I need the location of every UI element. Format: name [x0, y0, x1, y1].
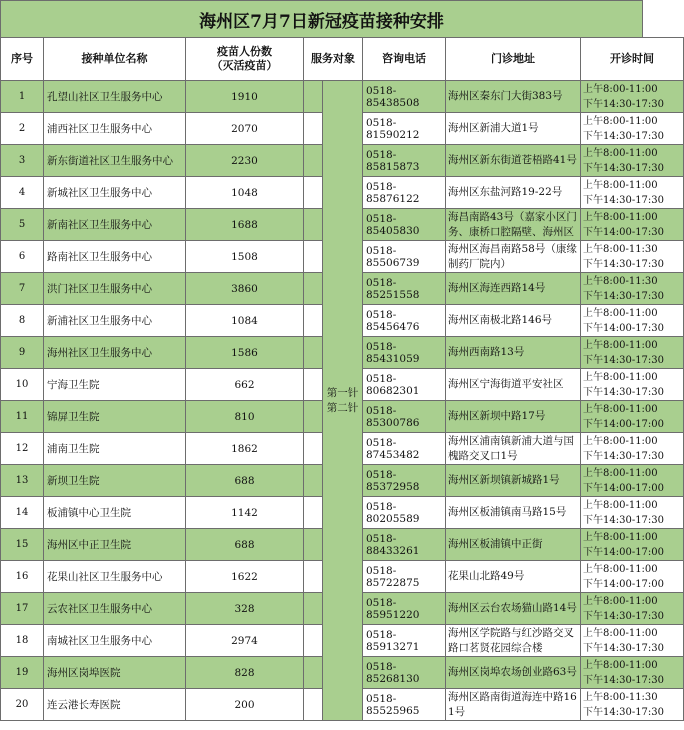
hours-afternoon: 下午14:30-17:30 — [583, 674, 665, 686]
hours-afternoon: 下午14:30-17:30 — [583, 354, 665, 366]
phone-number: 0518-85268130 — [363, 657, 446, 689]
row-spacer — [304, 241, 323, 273]
unit-name: 板浦镇中心卫生院 — [44, 497, 186, 529]
hours-afternoon: 下午14:00-17:00 — [583, 578, 665, 590]
row-number: 13 — [1, 465, 44, 497]
hours-morning: 上午8:00-11:00 — [583, 403, 658, 415]
hours-morning: 上午8:00-11:00 — [583, 563, 658, 575]
clinic-address: 海州区路南街道海连中路161号 — [446, 689, 581, 721]
unit-name: 海州区中正卫生院 — [44, 529, 186, 561]
phone-number: 0518-80205589 — [363, 497, 446, 529]
unit-name: 云农社区卫生服务中心 — [44, 593, 186, 625]
row-number: 19 — [1, 657, 44, 689]
row-number: 9 — [1, 337, 44, 369]
hours-morning: 上午8:00-11:00 — [583, 115, 658, 127]
hours-morning: 上午8:00-11:00 — [583, 531, 658, 543]
hours-morning: 上午8:00-11:00 — [583, 467, 658, 479]
clinic-hours — [581, 273, 684, 305]
clinic-address: 海州区浦南镇新浦大道与国槐路交叉口1号 — [446, 433, 581, 465]
row-spacer — [304, 529, 323, 561]
unit-name: 海州社区卫生服务中心 — [44, 337, 186, 369]
dose-count: 662 — [186, 369, 304, 401]
clinic-hours — [581, 497, 684, 529]
hours-morning: 上午8:00-11:00 — [583, 147, 658, 159]
clinic-hours — [581, 593, 684, 625]
row-number: 7 — [1, 273, 44, 305]
header-address: 门诊地址 — [446, 38, 581, 81]
phone-number: 0518-85722875 — [363, 561, 446, 593]
hours-morning: 上午8:00-11:30 — [583, 275, 658, 287]
hours-morning: 上午8:00-11:00 — [583, 435, 658, 447]
phone-number: 0518-88433261 — [363, 529, 446, 561]
hours-afternoon: 下午14:30-17:30 — [583, 610, 665, 622]
hours-morning: 上午8:00-11:00 — [583, 659, 658, 671]
phone-number: 0518-85372958 — [363, 465, 446, 497]
row-spacer — [304, 401, 323, 433]
unit-name: 浦西社区卫生服务中心 — [44, 113, 186, 145]
clinic-address: 海州区板浦镇南马路15号 — [446, 497, 581, 529]
dose-count: 1910 — [186, 81, 304, 113]
dose-count: 2230 — [186, 145, 304, 177]
row-spacer — [304, 145, 323, 177]
row-spacer — [304, 497, 323, 529]
clinic-address: 海州区新坝镇新城路1号 — [446, 465, 581, 497]
unit-name: 洪门社区卫生服务中心 — [44, 273, 186, 305]
row-spacer — [304, 337, 323, 369]
hours-afternoon: 下午14:30-17:30 — [583, 290, 665, 302]
header-doses-line2: （灭活疫苗） — [211, 59, 278, 72]
row-number: 18 — [1, 625, 44, 657]
row-number: 6 — [1, 241, 44, 273]
clinic-hours — [581, 305, 684, 337]
dose-count: 1142 — [186, 497, 304, 529]
hours-afternoon: 下午14:00-17:00 — [583, 546, 665, 558]
unit-name: 新坝卫生院 — [44, 465, 186, 497]
header-doses-line1: 疫苗人份数 — [217, 45, 272, 58]
hours-morning: 上午8:00-11:00 — [583, 179, 658, 191]
page-title: 海州区7月7日新冠疫苗接种安排 — [0, 0, 643, 37]
clinic-address: 海州区南极北路146号 — [446, 305, 581, 337]
hours-afternoon: 下午14:30-17:30 — [583, 514, 665, 526]
clinic-hours — [581, 337, 684, 369]
clinic-address: 海州区学院路与红沙路交叉路口茗贤花园综合楼 — [446, 625, 581, 657]
unit-name: 路南社区卫生服务中心 — [44, 241, 186, 273]
row-spacer — [304, 113, 323, 145]
hours-afternoon: 下午14:00-17:30 — [583, 226, 665, 238]
unit-name: 新浦社区卫生服务中心 — [44, 305, 186, 337]
row-number: 20 — [1, 689, 44, 721]
dose-count: 1688 — [186, 209, 304, 241]
unit-name: 新城社区卫生服务中心 — [44, 177, 186, 209]
clinic-hours — [581, 209, 684, 241]
dose-count: 688 — [186, 529, 304, 561]
dose-count: 688 — [186, 465, 304, 497]
dose-count: 2070 — [186, 113, 304, 145]
hours-afternoon: 下午14:00-17:30 — [583, 322, 665, 334]
clinic-hours — [581, 561, 684, 593]
clinic-address: 海州区海昌南路58号（康缘制药厂院内） — [446, 241, 581, 273]
row-spacer — [304, 561, 323, 593]
dose-count: 1084 — [186, 305, 304, 337]
table-body — [1, 81, 684, 721]
clinic-address: 海昌南路43号（嘉家小区门务、康桥口腔隔壁、海州区 — [446, 209, 581, 241]
phone-number: 0518-87453482 — [363, 433, 446, 465]
clinic-address: 海州区新东街道苍梧路41号 — [446, 145, 581, 177]
row-spacer — [304, 657, 323, 689]
clinic-hours — [581, 433, 684, 465]
clinic-hours — [581, 529, 684, 561]
schedule-table — [0, 37, 684, 721]
phone-number: 0518-85251558 — [363, 273, 446, 305]
row-number: 3 — [1, 145, 44, 177]
clinic-hours — [581, 369, 684, 401]
row-number: 17 — [1, 593, 44, 625]
dose-count: 200 — [186, 689, 304, 721]
header-hours: 开诊时间 — [581, 38, 684, 81]
dose-count: 3860 — [186, 273, 304, 305]
header-phone: 咨询电话 — [363, 38, 446, 81]
clinic-address: 花果山北路49号 — [446, 561, 581, 593]
hours-morning: 上午8:00-11:00 — [583, 371, 658, 383]
dose-count: 1048 — [186, 177, 304, 209]
clinic-address: 海州区东盐河路19-22号 — [446, 177, 581, 209]
row-number: 2 — [1, 113, 44, 145]
clinic-hours — [581, 113, 684, 145]
clinic-hours — [581, 689, 684, 721]
hours-afternoon: 下午14:30-17:30 — [583, 194, 665, 206]
phone-number: 0518-85300786 — [363, 401, 446, 433]
unit-name: 新东街道社区卫生服务中心 — [44, 145, 186, 177]
row-spacer — [304, 689, 323, 721]
row-number: 15 — [1, 529, 44, 561]
dose-count: 1622 — [186, 561, 304, 593]
row-number: 11 — [1, 401, 44, 433]
hours-afternoon: 下午14:30-17:30 — [583, 706, 665, 718]
clinic-hours — [581, 241, 684, 273]
row-number: 5 — [1, 209, 44, 241]
hours-afternoon: 下午14:00-17:00 — [583, 482, 665, 494]
dose-count: 810 — [186, 401, 304, 433]
row-spacer — [304, 305, 323, 337]
row-spacer — [304, 433, 323, 465]
service-target-first-dose: 第一针 — [326, 386, 359, 399]
row-spacer — [304, 465, 323, 497]
phone-number: 0518-85431059 — [363, 337, 446, 369]
hours-afternoon: 下午14:30-17:30 — [583, 162, 665, 174]
hours-morning: 上午8:00-11:00 — [583, 211, 658, 223]
hours-morning: 上午8:00-11:00 — [583, 499, 658, 511]
clinic-address: 海州区海连西路14号 — [446, 273, 581, 305]
service-target-cell — [323, 81, 363, 721]
header-row — [1, 38, 684, 81]
row-spacer — [304, 209, 323, 241]
clinic-hours — [581, 657, 684, 689]
row-spacer — [304, 273, 323, 305]
clinic-address: 海州区岗埠农场创业路63号 — [446, 657, 581, 689]
row-spacer — [304, 177, 323, 209]
dose-count: 1862 — [186, 433, 304, 465]
row-number: 1 — [1, 81, 44, 113]
phone-number: 0518-85913271 — [363, 625, 446, 657]
row-spacer — [304, 625, 323, 657]
phone-number: 0518-85405830 — [363, 209, 446, 241]
clinic-address: 海州区秦东门大街383号 — [446, 81, 581, 113]
hours-morning: 上午8:00-11:00 — [583, 595, 658, 607]
hours-morning: 上午8:00-11:30 — [583, 691, 658, 703]
header-target: 服务对象 — [304, 38, 363, 81]
clinic-address: 海州区宁海街道平安社区 — [446, 369, 581, 401]
hours-afternoon: 下午14:30-17:30 — [583, 386, 665, 398]
header-unit: 接种单位名称 — [44, 38, 186, 81]
unit-name: 南城社区卫生服务中心 — [44, 625, 186, 657]
unit-name: 宁海卫生院 — [44, 369, 186, 401]
hours-afternoon: 下午14:30-17:30 — [583, 130, 665, 142]
unit-name: 孔望山社区卫生服务中心 — [44, 81, 186, 113]
clinic-address: 海州西南路13号 — [446, 337, 581, 369]
unit-name: 海州区岗埠医院 — [44, 657, 186, 689]
phone-number: 0518-85876122 — [363, 177, 446, 209]
clinic-address: 海州区新坝中路17号 — [446, 401, 581, 433]
clinic-hours — [581, 177, 684, 209]
clinic-hours — [581, 625, 684, 657]
phone-number: 0518-85506739 — [363, 241, 446, 273]
clinic-address: 海州区云台农场猫山路14号 — [446, 593, 581, 625]
unit-name: 浦南卫生院 — [44, 433, 186, 465]
row-spacer — [304, 81, 323, 113]
hours-morning: 上午8:00-11:30 — [583, 243, 658, 255]
phone-number: 0518-85438508 — [363, 81, 446, 113]
hours-morning: 上午8:00-11:00 — [583, 83, 658, 95]
header-no: 序号 — [1, 38, 44, 81]
row-spacer — [304, 369, 323, 401]
phone-number: 0518-85815873 — [363, 145, 446, 177]
phone-number: 0518-81590212 — [363, 113, 446, 145]
phone-number: 0518-80682301 — [363, 369, 446, 401]
row-number: 14 — [1, 497, 44, 529]
table-row — [1, 81, 684, 113]
clinic-hours — [581, 401, 684, 433]
row-number: 10 — [1, 369, 44, 401]
unit-name: 连云港长寿医院 — [44, 689, 186, 721]
dose-count: 1586 — [186, 337, 304, 369]
hours-afternoon: 下午14:30-17:30 — [583, 642, 665, 654]
dose-count: 1508 — [186, 241, 304, 273]
dose-count: 828 — [186, 657, 304, 689]
unit-name: 锦屏卫生院 — [44, 401, 186, 433]
phone-number: 0518-85456476 — [363, 305, 446, 337]
clinic-hours — [581, 145, 684, 177]
phone-number: 0518-85525965 — [363, 689, 446, 721]
unit-name: 新南社区卫生服务中心 — [44, 209, 186, 241]
header-doses — [186, 38, 304, 81]
hours-morning: 上午8:00-11:00 — [583, 339, 658, 351]
hours-morning: 上午8:00-11:00 — [583, 307, 658, 319]
clinic-hours — [581, 81, 684, 113]
hours-morning: 上午8:00-11:00 — [583, 627, 658, 639]
clinic-address: 海州区新浦大道1号 — [446, 113, 581, 145]
clinic-hours — [581, 465, 684, 497]
hours-afternoon: 下午14:30-17:30 — [583, 258, 665, 270]
hours-afternoon: 下午14:30-17:30 — [583, 98, 665, 110]
unit-name: 花果山社区卫生服务中心 — [44, 561, 186, 593]
hours-afternoon: 下午14:00-17:00 — [583, 418, 665, 430]
row-number: 12 — [1, 433, 44, 465]
dose-count: 2974 — [186, 625, 304, 657]
phone-number: 0518-85951220 — [363, 593, 446, 625]
row-number: 8 — [1, 305, 44, 337]
service-target-second-dose: 第二针 — [326, 401, 359, 414]
row-spacer — [304, 593, 323, 625]
row-number: 4 — [1, 177, 44, 209]
dose-count: 328 — [186, 593, 304, 625]
hours-afternoon: 下午14:30-17:30 — [583, 450, 665, 462]
clinic-address: 海州区板浦镇中正街 — [446, 529, 581, 561]
row-number: 16 — [1, 561, 44, 593]
